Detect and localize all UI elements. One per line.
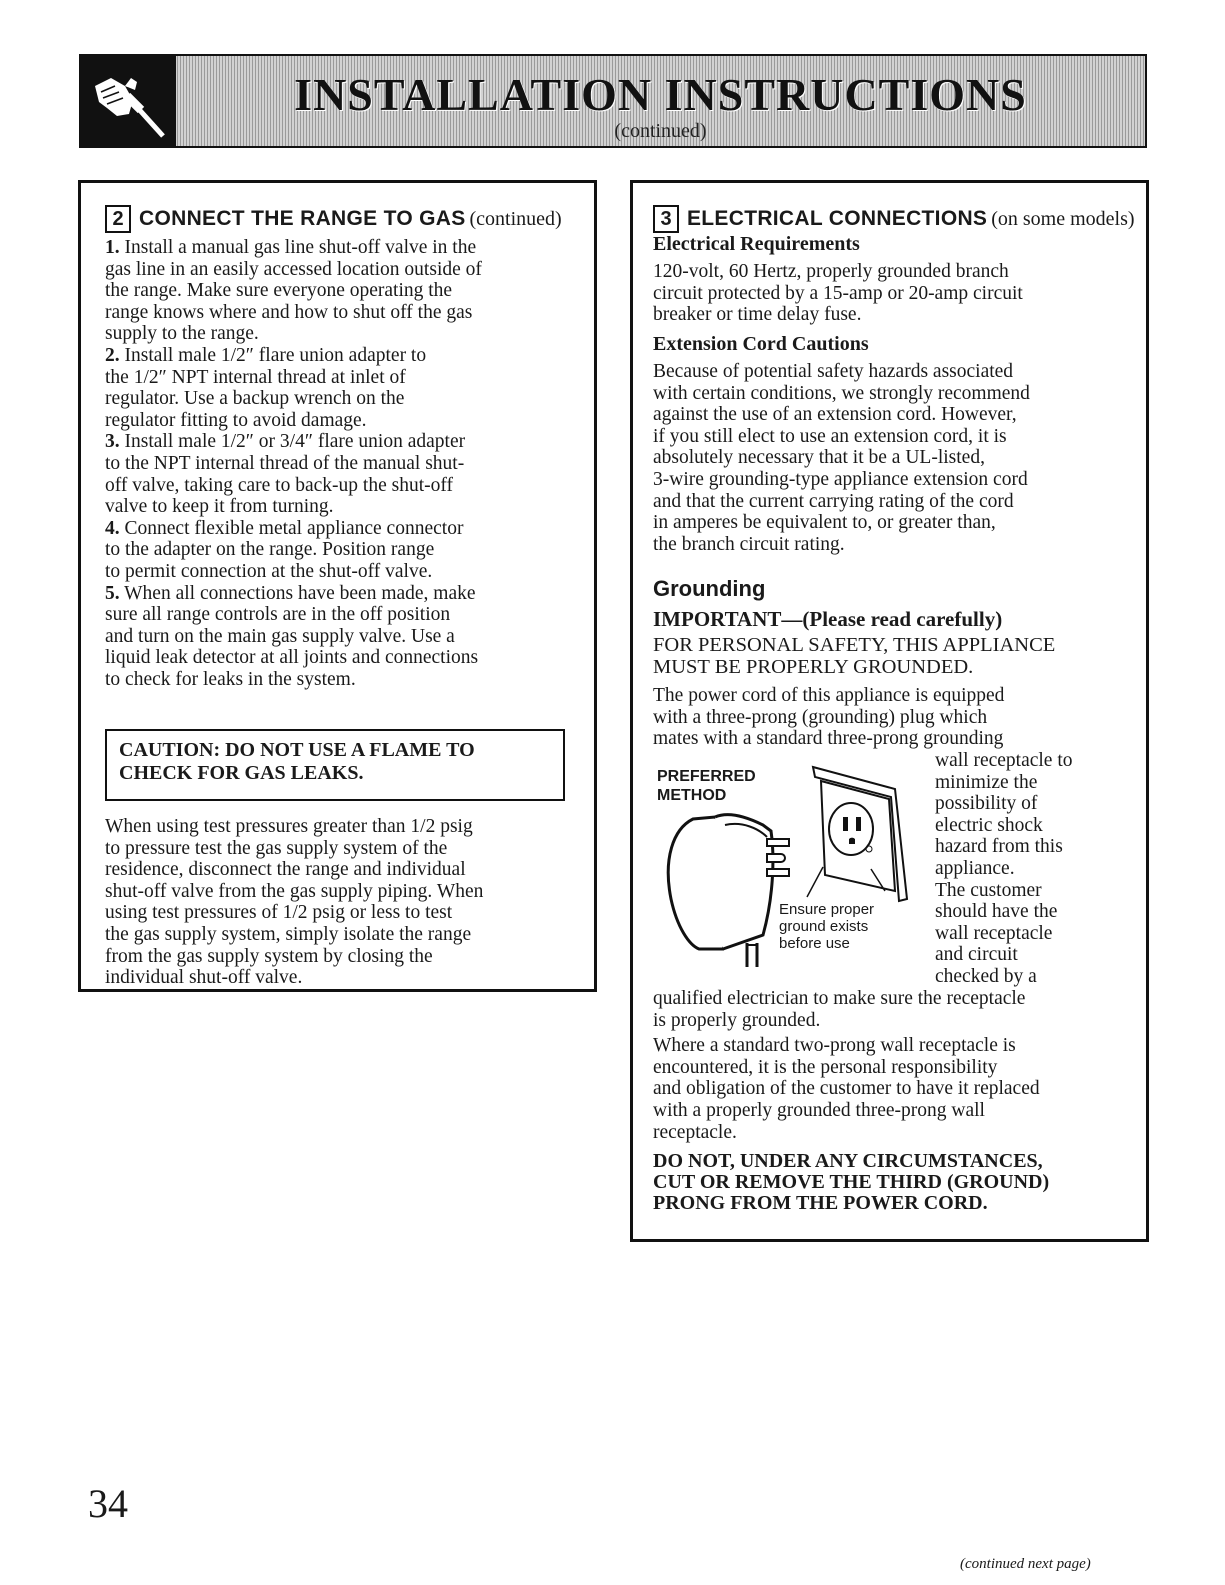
section-title: CONNECT THE RANGE TO GAS (139, 207, 466, 230)
text-line: 120-volt, 60 Hertz, properly grounded branch (653, 261, 1009, 282)
caution-line: CHECK FOR GAS LEAKS. (119, 762, 364, 784)
text-line: shut-off valve from the gas supply piping. When (105, 880, 484, 902)
step-4: 4. Connect flexible metal appliance connector (105, 517, 464, 539)
warning-line: CUT OR REMOVE THE THIRD (GROUND) (653, 1171, 1050, 1193)
section-heading (653, 205, 1135, 233)
text-line: The customer (935, 879, 1042, 901)
page-number: 34 (88, 1481, 128, 1526)
gas-connection-section (78, 180, 597, 992)
section-title: ELECTRICAL CONNECTIONS (687, 207, 988, 230)
extension-cord-heading: Extension Cord Cautions (653, 333, 869, 355)
text-line: FOR PERSONAL SAFETY, THIS APPLIANCE (653, 634, 1056, 656)
figure-caption-line: ground exists (779, 918, 869, 935)
text-line: 3-wire grounding-type appliance extension cord (653, 468, 1028, 490)
text-line: the branch circuit rating. (653, 533, 845, 555)
grounding-heading: Grounding (653, 576, 766, 601)
extension-cord-text (653, 361, 1123, 555)
text-line: wall receptacle to (935, 750, 1073, 771)
text-line: minimize the (935, 771, 1038, 793)
step-line: regulator fitting to avoid damage. (105, 409, 367, 431)
text-line: is properly grounded. (653, 1009, 821, 1031)
page-title: INSTALLATION INSTRUCTIONS (294, 69, 1027, 120)
grounding-text (653, 988, 1128, 1143)
text-line: encountered, it is the personal responsibility (653, 1056, 998, 1078)
step-line: to the adapter on the range. Position range (105, 539, 435, 561)
text-line: qualified electrician to make sure the receptacle (653, 988, 1026, 1009)
step-line: to permit connection at the shut-off valve. (105, 560, 433, 582)
figure-caption (779, 901, 874, 952)
text-line: appliance. (935, 857, 1015, 879)
figure-label-line: METHOD (657, 787, 727, 804)
screwdriver-hand-icon (81, 56, 176, 146)
step-line: range knows where and how to shut off the gas (105, 301, 473, 323)
text-line: mates with a standard three-prong grounding (653, 728, 1004, 750)
power-cord-text (653, 685, 1123, 750)
step-5: 5. When all connections have been made, make (105, 582, 476, 604)
section-number: 2 (105, 205, 131, 233)
receptacle-side-text (935, 750, 1135, 988)
figure-caption-line: before use (779, 935, 850, 952)
text-line: breaker or time delay fuse. (653, 304, 862, 326)
step-line: liquid leak detector at all joints and connections (105, 647, 479, 669)
text-line: electric shock (935, 814, 1043, 836)
section-title-note: (on some models) (991, 207, 1135, 230)
section-heading (105, 205, 562, 233)
text-line: possibility of (935, 793, 1038, 815)
step-line: sure all range controls are in the off position (105, 604, 451, 626)
electrical-requirements-heading: Electrical Requirements (653, 233, 860, 255)
text-line: in amperes be equivalent to, or greater than, (653, 512, 996, 534)
text-line: MUST BE PROPERLY GROUNDED. (653, 655, 974, 678)
step-2: 2. Install male 1/2″ flare union adapter to (105, 344, 427, 366)
step-line: to check for leaks in the system. (105, 668, 356, 690)
text-line: checked by a (935, 965, 1037, 987)
step-line: the 1/2″ NPT internal thread at inlet of (105, 366, 406, 388)
ground-prong-warning (653, 1151, 1123, 1214)
text-line: with certain conditions, we strongly recommend (653, 382, 1030, 404)
figure-caption-line: Ensure proper (779, 901, 875, 918)
step-line: and turn on the main gas supply valve. Use a (105, 625, 455, 647)
step-line: valve to keep it from turning. (105, 496, 334, 518)
text-line: and obligation of the customer to have it replaced (653, 1078, 1040, 1100)
warning-line: PRONG FROM THE POWER CORD. (653, 1192, 988, 1214)
step-line: regulator. Use a backup wrench on the (105, 388, 405, 410)
electrical-section (630, 180, 1149, 1242)
text-line: against the use of an extension cord. However, (653, 404, 1017, 426)
caution-box (105, 729, 565, 801)
step-line: supply to the range. (105, 323, 259, 345)
caution-line: CAUTION: DO NOT USE A FLAME TO (119, 739, 475, 761)
pressure-test-text (105, 816, 575, 989)
text-line: the gas supply system, simply isolate the range (105, 923, 472, 945)
text-line: The power cord of this appliance is equipped (653, 685, 1005, 706)
text-line: receptacle. (653, 1121, 737, 1143)
header-banner (79, 54, 1147, 148)
important-heading: IMPORTANT—(Please read carefully) (653, 607, 1003, 631)
text-line: Because of potential safety hazards associated (653, 361, 1014, 382)
text-line: hazard from this (935, 836, 1063, 858)
step-1: 1. Install a manual gas line shut-off valve in the (105, 237, 477, 258)
text-line: and circuit (935, 944, 1018, 966)
text-line: from the gas supply system by closing the (105, 945, 433, 967)
text-line: circuit protected by a 15-amp or 20-amp circuit (653, 282, 1023, 304)
step-line: the range. Make sure everyone operating the (105, 280, 453, 302)
text-line: and that the current carrying rating of the cord (653, 490, 1014, 512)
text-line: individual shut-off valve. (105, 967, 303, 989)
page-subtitle: (continued) (614, 120, 707, 142)
step-line: gas line in an easily accessed location outside of (105, 258, 482, 280)
electrical-requirements-text (653, 261, 1123, 326)
text-line: absolutely necessary that it be a UL-listed, (653, 447, 985, 469)
text-line: if you still elect to use an extension cord, it is (653, 425, 1007, 447)
text-line: residence, disconnect the range and individual (105, 859, 466, 881)
gas-steps (105, 237, 575, 690)
continued-next-page: (continued next page) (960, 1556, 1091, 1572)
step-line: to the NPT internal thread of the manual shut- (105, 452, 465, 474)
text-line: with a properly grounded three-prong wall (653, 1099, 985, 1121)
step-3: 3. Install male 1/2″ or 3/4″ flare union adapter (105, 431, 466, 453)
text-line: should have the (935, 901, 1058, 923)
text-line: to pressure test the gas supply system of the (105, 837, 448, 859)
text-line: using test pressures of 1/2 psig or less to test (105, 902, 453, 924)
figure-label-line: PREFERRED (657, 768, 756, 785)
text-line: Where a standard two-prong wall receptacle is (653, 1035, 1016, 1057)
section-number: 3 (653, 205, 679, 233)
text-line: with a three-prong (grounding) plug which (653, 706, 988, 728)
safety-statement (653, 635, 1123, 678)
warning-line: DO NOT, UNDER ANY CIRCUMSTANCES, (653, 1150, 1043, 1172)
section-title-note: (continued) (469, 207, 562, 230)
step-line: off valve, taking care to back-up the shut-off (105, 474, 453, 496)
text-line: wall receptacle (935, 922, 1053, 944)
text-line: When using test pressures greater than 1/2 psig (105, 816, 473, 837)
